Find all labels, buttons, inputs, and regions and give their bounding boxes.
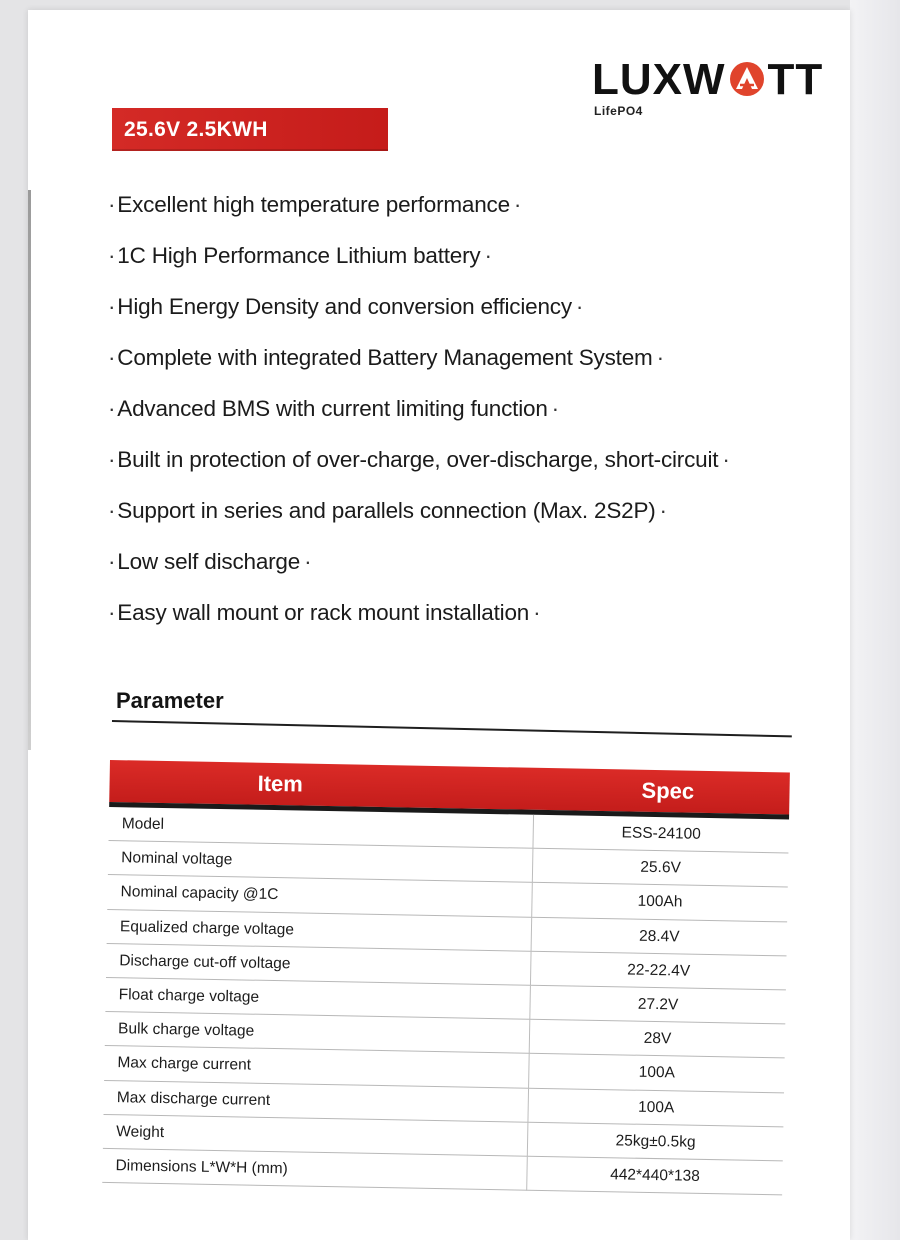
- logo-wordmark: [592, 55, 824, 104]
- row-item: Dimensions L*W*H (mm): [115, 1157, 288, 1178]
- row-spec: 100A: [638, 1064, 676, 1082]
- feature-item: ·Easy wall mount or rack mount installation ·: [108, 600, 541, 625]
- page-edge-shadow: [28, 190, 31, 750]
- feature-item: ·1C High Performance Lithium battery ·: [108, 243, 492, 268]
- row-item: Max charge current: [117, 1054, 252, 1074]
- feature-text: Easy wall mount or rack mount installation: [117, 600, 530, 625]
- row-spec: 28.4V: [638, 927, 680, 946]
- feature-text: Support in series and parallels connection (Max. 2S2P): [117, 498, 656, 523]
- luxwatt-a-emblem-icon: [727, 58, 767, 98]
- row-spec: 100A: [637, 1098, 675, 1116]
- logo-subtitle: LifePO4: [594, 104, 643, 118]
- feature-text: Advanced BMS with current limiting function: [117, 396, 548, 421]
- feature-text: Complete with integrated Battery Management System: [117, 345, 653, 370]
- row-spec: 22-22.4V: [627, 961, 691, 980]
- row-item: Bulk charge voltage: [117, 1020, 255, 1040]
- feature-item: ·High Energy Density and conversion efficiency ·: [108, 294, 584, 319]
- feature-text: Built in protection of over-charge, over-discharge, short-circuit: [117, 447, 719, 472]
- row-item: Max discharge current: [116, 1088, 271, 1109]
- feature-text: Low self discharge: [117, 549, 301, 574]
- feature-list: [108, 192, 788, 651]
- row-item: Weight: [116, 1122, 165, 1141]
- feature-item: ·Excellent high temperature performance ·: [108, 192, 522, 217]
- background-edge: [850, 0, 900, 1240]
- row-spec: ESS-24100: [621, 824, 702, 843]
- feature-item: ·Support in series and parallels connection (Max. 2S2P) ·: [108, 498, 667, 523]
- feature-text: High Energy Density and conversion efficiency: [117, 294, 572, 319]
- row-item: Nominal capacity @1C: [120, 883, 279, 904]
- row-spec: 27.2V: [637, 995, 679, 1014]
- row-spec: 25kg±0.5kg: [615, 1132, 696, 1151]
- row-item: Discharge cut-off voltage: [119, 951, 291, 973]
- feature-item: ·Advanced BMS with current limiting function ·: [108, 396, 559, 421]
- feature-item: ·Low self discharge ·: [108, 549, 312, 574]
- feature-text: Excellent high temperature performance: [117, 192, 510, 217]
- column-header-spec: Spec: [641, 777, 695, 804]
- row-spec: 25.6V: [640, 858, 682, 877]
- column-header-item: Item: [257, 770, 304, 797]
- row-item: Model: [121, 815, 165, 833]
- row-item: Nominal voltage: [121, 849, 233, 869]
- row-spec: 28V: [643, 1029, 672, 1048]
- logo-text-left: LUXW: [592, 55, 726, 104]
- logo-text-right: TT: [767, 55, 824, 104]
- title-badge: [112, 108, 388, 151]
- row-spec: 100Ah: [637, 893, 683, 911]
- row-item: Equalized charge voltage: [119, 917, 295, 938]
- title-badge-text: 25.6V 2.5KWH: [124, 118, 268, 141]
- luxwatt-logo: [592, 55, 824, 128]
- row-item: Float charge voltage: [118, 986, 260, 1006]
- row-spec: 442*440*138: [610, 1166, 700, 1185]
- feature-item: ·Complete with integrated Battery Management System ·: [108, 345, 664, 370]
- parameter-table: [102, 760, 790, 1195]
- feature-item: ·Built in protection of over-charge, over-discharge, short-circuit ·: [108, 447, 730, 472]
- feature-text: 1C High Performance Lithium battery: [117, 243, 481, 268]
- parameter-heading: Parameter: [116, 688, 224, 713]
